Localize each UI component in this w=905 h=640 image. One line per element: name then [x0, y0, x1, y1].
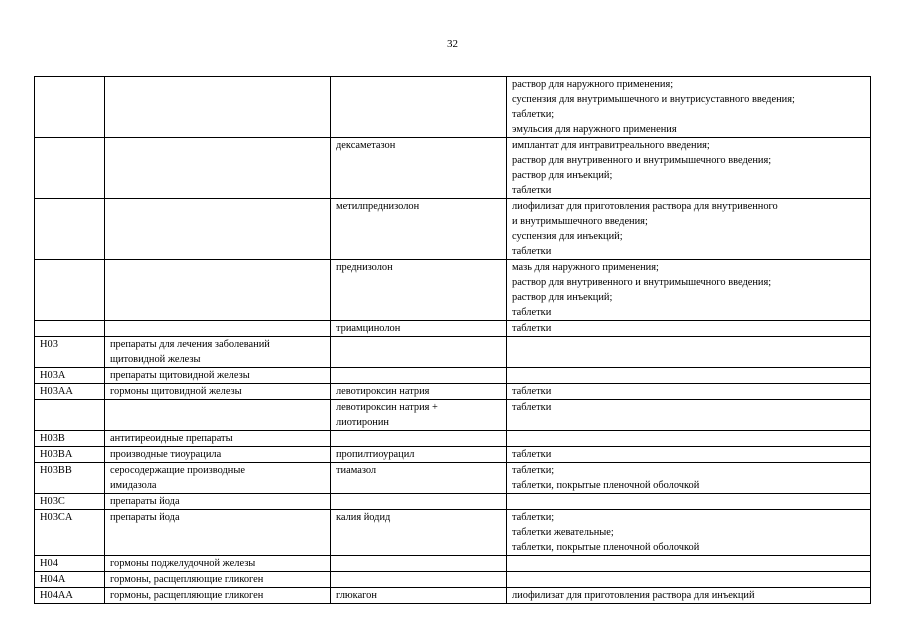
dosage-forms-cell	[507, 260, 871, 321]
atc-code-cell	[35, 138, 105, 199]
dosage-forms-cell	[507, 368, 871, 384]
cell-line: препараты щитовидной железы	[110, 370, 250, 381]
group-cell	[105, 260, 331, 321]
drug-name-cell	[331, 588, 507, 604]
dosage-forms-cell	[507, 337, 871, 368]
group-cell	[105, 199, 331, 260]
drug-name-cell	[331, 321, 507, 337]
cell-line: щитовидной железы	[110, 354, 201, 365]
cell-line: левотироксин натрия +	[336, 402, 438, 413]
cell-line: левотироксин натрия	[336, 386, 430, 397]
group-cell	[105, 138, 331, 199]
drug-name-cell	[331, 400, 507, 431]
cell-line: раствор для наружного применения;	[512, 79, 674, 90]
drug-name-cell	[331, 337, 507, 368]
drug-name-cell	[331, 556, 507, 572]
table-row	[35, 510, 871, 556]
cell-line: раствор для внутривенного и внутримышечного введения;	[512, 277, 772, 288]
group-cell	[105, 572, 331, 588]
atc-code-cell	[35, 556, 105, 572]
cell-line: H03C	[40, 496, 65, 507]
cell-line: таблетки, покрытые пленочной оболочкой	[512, 480, 700, 491]
cell-line: таблетки	[512, 246, 552, 257]
dosage-forms-cell	[507, 447, 871, 463]
cell-line: таблетки	[512, 386, 552, 397]
dosage-forms-cell	[507, 400, 871, 431]
cell-line: H03B	[40, 433, 65, 444]
drug-name-cell	[331, 510, 507, 556]
cell-line: гормоны поджелудочной железы	[110, 558, 256, 569]
cell-line: гормоны, расщепляющие гликоген	[110, 574, 264, 585]
cell-line: лиотиронин	[336, 417, 389, 428]
cell-line: H03AA	[40, 386, 73, 397]
table-row	[35, 138, 871, 199]
cell-line: таблетки, покрытые пленочной оболочкой	[512, 542, 700, 553]
table-row	[35, 463, 871, 494]
group-cell	[105, 400, 331, 431]
cell-line: гормоны щитовидной железы	[110, 386, 242, 397]
cell-line: триамцинолон	[336, 323, 401, 334]
atc-code-cell	[35, 463, 105, 494]
group-cell	[105, 77, 331, 138]
cell-line: таблетки	[512, 402, 552, 413]
group-cell	[105, 447, 331, 463]
cell-line: H03	[40, 339, 58, 350]
cell-line: гормоны, расщепляющие гликоген	[110, 590, 264, 601]
cell-line: таблетки;	[512, 512, 555, 523]
table-row	[35, 494, 871, 510]
atc-code-cell	[35, 321, 105, 337]
cell-line: таблетки	[512, 185, 552, 196]
atc-code-cell	[35, 77, 105, 138]
drug-name-cell	[331, 77, 507, 138]
cell-line: имидазола	[110, 480, 157, 491]
group-cell	[105, 384, 331, 400]
group-cell	[105, 510, 331, 556]
table-row	[35, 77, 871, 138]
cell-line: глюкагон	[336, 590, 377, 601]
table-body	[35, 77, 871, 604]
drug-table	[34, 76, 871, 604]
atc-code-cell	[35, 431, 105, 447]
table-row	[35, 447, 871, 463]
cell-line: преднизолон	[336, 262, 393, 273]
group-cell	[105, 494, 331, 510]
dosage-forms-cell	[507, 463, 871, 494]
cell-line: таблетки;	[512, 109, 555, 120]
atc-code-cell	[35, 510, 105, 556]
cell-line: H03A	[40, 370, 66, 381]
cell-line: таблетки	[512, 323, 552, 334]
cell-line: антитиреоидные препараты	[110, 433, 233, 444]
group-cell	[105, 556, 331, 572]
cell-line: таблетки жевательные;	[512, 527, 614, 538]
dosage-forms-cell	[507, 588, 871, 604]
page-number: 32	[447, 38, 458, 50]
cell-line: тиамазол	[336, 465, 377, 476]
dosage-forms-cell	[507, 494, 871, 510]
cell-line: пропилтиоурацил	[336, 449, 415, 460]
table-row	[35, 588, 871, 604]
group-cell	[105, 368, 331, 384]
cell-line: лиофилизат для приготовления раствора для инъекций	[512, 590, 755, 601]
group-cell	[105, 431, 331, 447]
table-row	[35, 384, 871, 400]
drug-name-cell	[331, 199, 507, 260]
group-cell	[105, 463, 331, 494]
table-row	[35, 199, 871, 260]
cell-line: суспензия для инъекций;	[512, 231, 623, 242]
drug-name-cell	[331, 384, 507, 400]
atc-code-cell	[35, 400, 105, 431]
dosage-forms-cell	[507, 77, 871, 138]
table-row	[35, 556, 871, 572]
table-row	[35, 337, 871, 368]
cell-line: H03BA	[40, 449, 73, 460]
cell-line: лиофилизат для приготовления раствора для внутривенного	[512, 201, 778, 212]
group-cell	[105, 588, 331, 604]
table-row	[35, 321, 871, 337]
atc-code-cell	[35, 384, 105, 400]
cell-line: H04	[40, 558, 58, 569]
dosage-forms-cell	[507, 138, 871, 199]
table-row	[35, 572, 871, 588]
drug-name-cell	[331, 431, 507, 447]
cell-line: эмульсия для наружного применения	[512, 124, 677, 135]
cell-line: раствор для инъекций;	[512, 170, 613, 181]
dosage-forms-cell	[507, 572, 871, 588]
group-cell	[105, 321, 331, 337]
cell-line: H04A	[40, 574, 66, 585]
dosage-forms-cell	[507, 321, 871, 337]
atc-code-cell	[35, 572, 105, 588]
dosage-forms-cell	[507, 510, 871, 556]
cell-line: H03CA	[40, 512, 73, 523]
atc-code-cell	[35, 447, 105, 463]
dosage-forms-cell	[507, 431, 871, 447]
cell-line: препараты йода	[110, 496, 180, 507]
cell-line: имплантат для интравитреального введения;	[512, 140, 710, 151]
drug-name-cell	[331, 260, 507, 321]
table-row	[35, 260, 871, 321]
atc-code-cell	[35, 337, 105, 368]
cell-line: дексаметазон	[336, 140, 396, 151]
dosage-forms-cell	[507, 199, 871, 260]
drug-name-cell	[331, 368, 507, 384]
drug-name-cell	[331, 447, 507, 463]
cell-line: суспензия для внутримышечного и внутрисуставного введения;	[512, 94, 795, 105]
drug-name-cell	[331, 572, 507, 588]
atc-code-cell	[35, 199, 105, 260]
cell-line: таблетки	[512, 449, 552, 460]
table-row	[35, 400, 871, 431]
cell-line: мазь для наружного применения;	[512, 262, 659, 273]
table-row	[35, 431, 871, 447]
drug-name-cell	[331, 494, 507, 510]
cell-line: препараты йода	[110, 512, 180, 523]
cell-line: калия йодид	[336, 512, 391, 523]
drug-name-cell	[331, 138, 507, 199]
cell-line: H04AA	[40, 590, 73, 601]
dosage-forms-cell	[507, 384, 871, 400]
atc-code-cell	[35, 368, 105, 384]
cell-line: таблетки	[512, 307, 552, 318]
atc-code-cell	[35, 588, 105, 604]
cell-line: метилпреднизолон	[336, 201, 420, 212]
cell-line: и внутримышечного введения;	[512, 216, 648, 227]
table-row	[35, 368, 871, 384]
atc-code-cell	[35, 260, 105, 321]
atc-code-cell	[35, 494, 105, 510]
group-cell	[105, 337, 331, 368]
drug-name-cell	[331, 463, 507, 494]
cell-line: препараты для лечения заболеваний	[110, 339, 270, 350]
cell-line: раствор для инъекций;	[512, 292, 613, 303]
cell-line: таблетки;	[512, 465, 555, 476]
cell-line: раствор для внутривенного и внутримышечного введения;	[512, 155, 772, 166]
cell-line: серосодержащие производные	[110, 465, 245, 476]
dosage-forms-cell	[507, 556, 871, 572]
cell-line: H03BB	[40, 465, 72, 476]
cell-line: производные тиоурацила	[110, 449, 222, 460]
